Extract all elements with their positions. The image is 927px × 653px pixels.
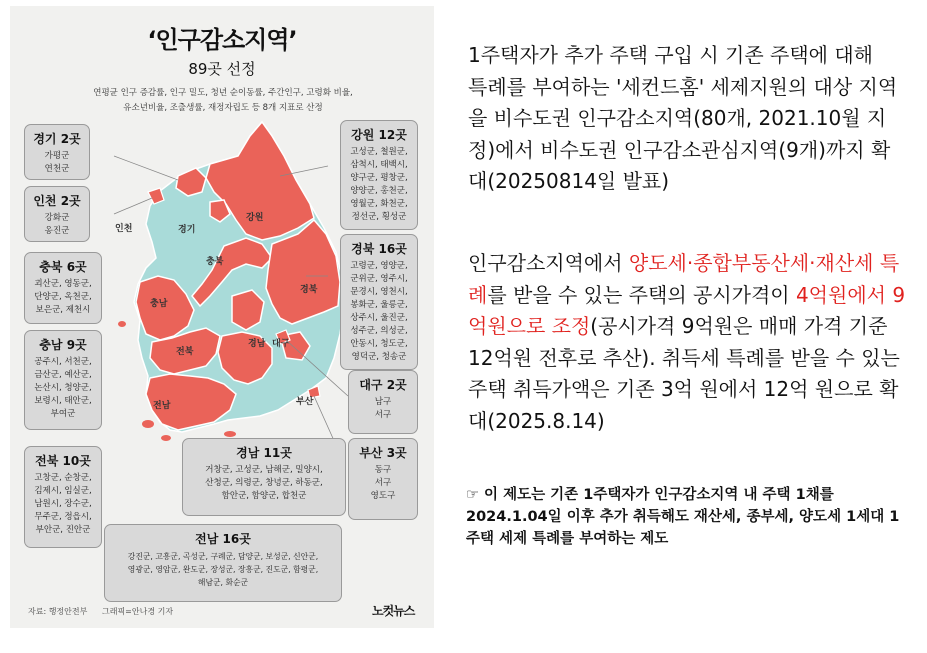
infographic-card — [10, 6, 434, 628]
map-island-s — [224, 431, 236, 437]
list-item: 옹진군 — [44, 226, 70, 236]
box-chungbuk — [24, 252, 102, 324]
list-item: 안동시, 청도군, — [350, 339, 408, 349]
list-item: 서구 — [374, 410, 392, 420]
box-jeonnam-list — [105, 550, 341, 589]
map-label-busan: 부산 — [296, 397, 314, 407]
list-item: 영광군, 영암군, 완도군, 장성군, 장흥군, 진도군, 함평군, — [127, 565, 319, 574]
list-item: 상주시, 울진군, — [350, 313, 408, 323]
p2-highlight-price: 4억원에서 9억원으로 조정 — [468, 282, 906, 338]
p2-text-c: 를 받을 수 있는 주택의 공시가격이 — [487, 282, 796, 307]
paragraph-second-home: 1주택자가 추가 주택 구입 시 기존 주택에 대해 특례를 부여하는 '세컨드홈' 세제지원의 대상 지역을 비수도권 인구감소지역(80개, 2021.10월 지정)에서 비수도권 인구감소관심지역(9개)까지 확대(20250814일 발표) — [468, 43, 898, 193]
map-label-gyeongnam: 경남 — [248, 339, 266, 349]
map-island-sw-2 — [161, 435, 171, 441]
list-item: 영덕군, 청송군 — [351, 352, 407, 362]
list-item: 양양군, 홍천군, — [350, 186, 408, 196]
box-gyeonggi-title: 경기 2곳 — [33, 132, 81, 146]
paragraph-tax-benefit — [468, 248, 908, 437]
list-item: 거창군, 고성군, 남해군, 밀양시, — [205, 465, 323, 475]
list-item: 단양군, 옥천군, — [34, 292, 92, 302]
box-busan-list — [349, 464, 417, 503]
box-gyeongbuk — [340, 234, 418, 370]
box-gangwon — [340, 120, 418, 230]
description-line-2: 유소년비율, 조출생률, 재정자립도 등 8개 지표로 산정 — [123, 103, 323, 113]
map-label-daegu: 대구 — [272, 339, 290, 349]
news-logo: 노컷뉴스 — [372, 604, 415, 618]
list-item: 서구 — [374, 478, 392, 488]
map-label-gyeongbuk: 경북 — [300, 285, 318, 295]
list-item: 양구군, 평창군, — [350, 173, 408, 183]
list-item: 강진군, 고흥군, 곡성군, 구례군, 담양군, 보성군, 신안군, — [127, 552, 319, 561]
list-item: 보은군, 제천시 — [35, 305, 91, 315]
map-label-jeonbuk: 전북 — [176, 347, 194, 357]
box-gyeongbuk-title: 경북 16곳 — [351, 242, 407, 256]
map-island-w — [118, 321, 126, 327]
box-gyeongnam — [182, 438, 346, 516]
list-item: 가평군 — [44, 151, 70, 161]
infographic-subtitle: 89곳 선정 — [188, 60, 256, 78]
box-busan-title: 부산 3곳 — [359, 446, 407, 460]
source-text: 자료: 행정안전부 — [28, 607, 88, 616]
list-item: 정선군, 횡성군 — [351, 212, 407, 222]
list-item: 문경시, 영천시, — [350, 287, 408, 297]
map-label-gangwon: 강원 — [246, 213, 264, 223]
list-item: 남원시, 장수군, — [34, 499, 92, 509]
list-item: 강화군 — [44, 213, 70, 223]
box-chungbuk-title: 충북 6곳 — [39, 260, 87, 274]
list-item: 성주군, 의성군, — [350, 326, 408, 336]
list-item: 영월군, 화천군, — [350, 199, 408, 209]
list-item: 부안군, 진안군 — [35, 525, 91, 535]
leader-incheon — [114, 198, 152, 214]
box-jeonbuk-title: 전북 10곳 — [35, 454, 91, 468]
box-incheon-list — [25, 212, 89, 238]
list-item: 보령시, 태안군, — [34, 396, 92, 406]
description-line-1: 연평균 인구 증감률, 인구 밀도, 청년 순이동률, 주간인구, 고령화 비율, — [93, 88, 353, 98]
box-gyeongnam-list — [183, 464, 345, 503]
p2-text-a: 인구감소지역에서 — [468, 251, 629, 275]
map-label-incheon: 인천 — [115, 224, 133, 234]
box-jeonnam — [104, 524, 342, 602]
box-gangwon-title: 강원 12곳 — [351, 128, 407, 142]
list-item: 함안군, 함양군, 합천군 — [221, 491, 307, 501]
map-label-chungbuk: 충북 — [206, 257, 224, 267]
box-jeonbuk-list — [25, 472, 101, 537]
list-item: 고령군, 영양군, — [350, 261, 408, 271]
list-item: 남구 — [374, 397, 392, 407]
box-jeonnam-title: 전남 16곳 — [195, 532, 251, 546]
list-item: 금산군, 예산군, — [34, 370, 92, 380]
box-jeonbuk — [24, 446, 102, 548]
box-gyeonggi-list — [25, 150, 89, 176]
leader-gyeonggi — [114, 156, 178, 180]
box-gyeongnam-title: 경남 11곳 — [236, 446, 292, 460]
box-chungnam-title: 충남 9곳 — [39, 338, 87, 352]
list-item: 영도구 — [370, 491, 396, 501]
policy-note: ☞ 이 제도는 기존 1주택자가 인구감소지역 내 주택 1채를 2024.1.04일 이후 추가 취득해도 재산세, 종부세, 양도세 1세대 1주택 세제 특례를 부여하는 제도 — [466, 487, 900, 547]
box-daegu-title: 대구 2곳 — [359, 378, 407, 392]
list-item: 공주시, 서천군, — [34, 357, 92, 367]
list-item: 무주군, 정읍시, — [34, 512, 92, 522]
list-item: 봉화군, 울릉군, — [350, 300, 408, 310]
list-item: 산청군, 의령군, 창녕군, 하동군, — [205, 478, 323, 488]
credit-text: 그래픽=안나경 기자 — [102, 607, 174, 616]
list-item: 삼척시, 태백시, — [350, 160, 408, 170]
list-item: 해남군, 화순군 — [197, 578, 249, 587]
list-item: 고성군, 철원군, — [350, 147, 408, 157]
list-item: 군위군, 영주시, — [350, 274, 408, 284]
map-island-sw-1 — [142, 420, 154, 428]
map-label-gyeonggi: 경기 — [178, 225, 196, 235]
list-item: 연천군 — [44, 164, 70, 174]
box-incheon — [24, 186, 90, 242]
box-gyeongbuk-list — [341, 260, 417, 364]
box-chungbuk-list — [25, 278, 101, 317]
box-chungnam — [24, 330, 102, 430]
list-item: 부여군 — [50, 409, 76, 419]
p2-text-e: (공시가격 9억원은 매매 가격 기준 12억원 전후로 추산). 취득세 특례를 받을 수 있는 주택 취득가액은 기존 3억 원에서 12억 원으로 확대(2025.8.14) — [468, 314, 900, 433]
list-item: 김제시, 임실군, — [34, 486, 92, 496]
list-item: 동구 — [374, 465, 392, 475]
box-daegu-list — [349, 396, 417, 422]
box-gangwon-list — [341, 146, 417, 224]
map-label-chungnam: 충남 — [150, 299, 168, 309]
infographic-title: ‘인구감소지역’ — [147, 26, 297, 54]
list-item: 고창군, 순창군, — [34, 473, 92, 483]
box-daegu — [348, 370, 418, 434]
list-item: 괴산군, 영동군, — [34, 279, 92, 289]
box-incheon-title: 인천 2곳 — [33, 194, 81, 208]
p2-highlight-taxes: 양도세·종합부동산세·재산세 특례 — [468, 251, 900, 307]
box-busan — [348, 438, 418, 520]
box-gyeonggi — [24, 124, 90, 180]
map-label-jeonnam: 전남 — [153, 401, 171, 411]
list-item: 논산시, 청양군, — [34, 383, 92, 393]
box-chungnam-list — [25, 356, 101, 421]
